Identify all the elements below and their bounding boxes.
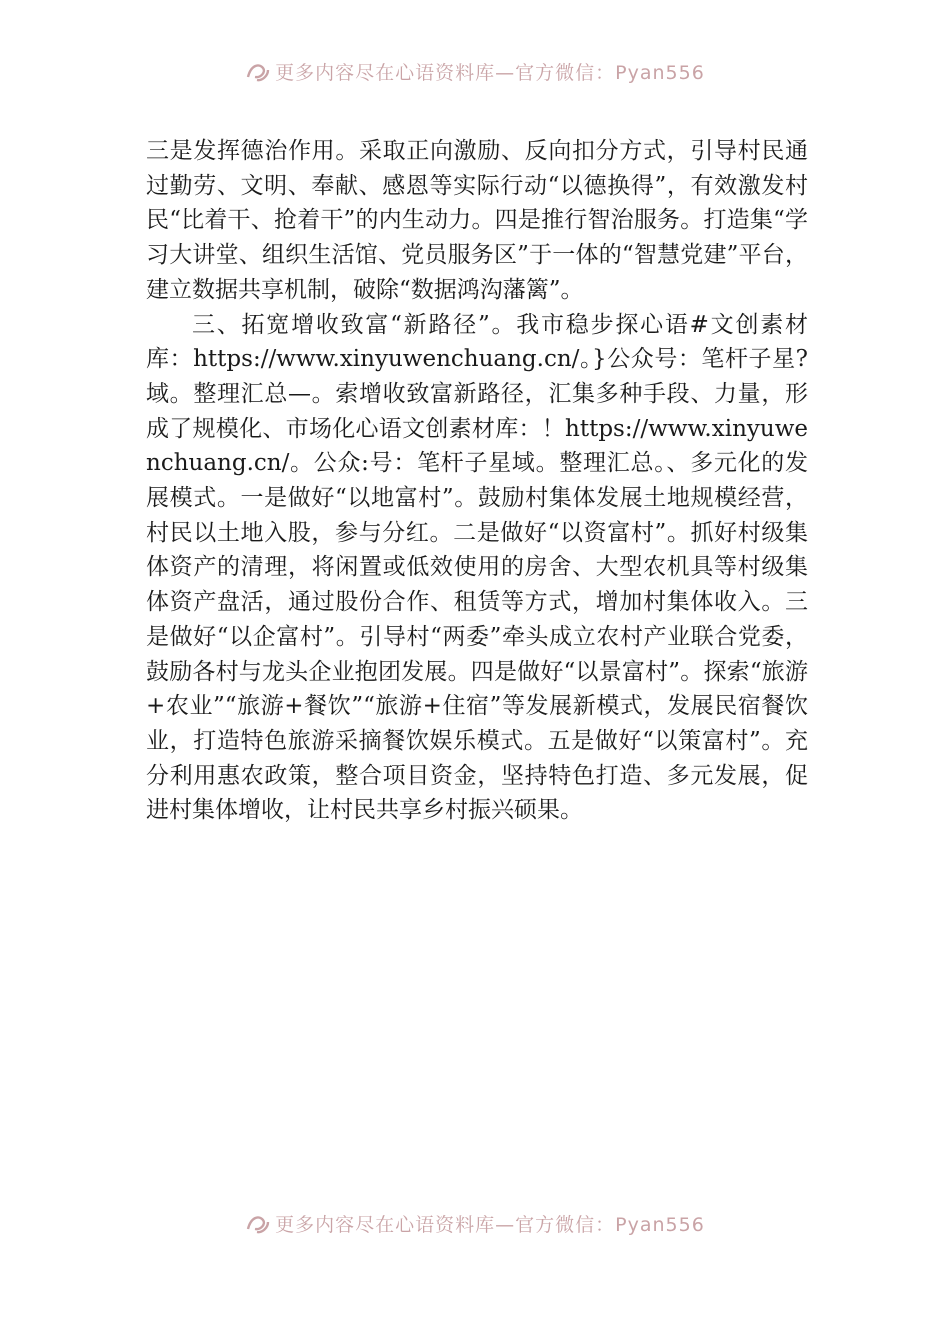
- paragraph: 三是发挥德治作用。采取正向激励、反向扣分方式，引导村民通过勤劳、文明、奉献、感恩等实际行动“以德换得”，有效激发村民“比着干、抢着干”的内生动力。四是推行智治服务。打造集“学习大讲堂、组织生活馆、党员服务区”于一体的“智慧党建”平台，建立数据共享机制，破除“数据鸿沟藩篱”。: [146, 138, 808, 303]
- header-watermark-text: 更多内容尽在心语资料库—官方微信：Pyan556: [275, 62, 705, 84]
- header-watermark: [0, 58, 950, 85]
- footer-watermark-text: 更多内容尽在心语资料库—官方微信：Pyan556: [275, 1214, 705, 1236]
- watermark-logo-icon: [245, 1213, 271, 1235]
- document-body: [146, 134, 808, 828]
- footer-watermark: [0, 1210, 950, 1237]
- paragraph: 三、拓宽增收致富“新路径”。我市稳步探心语#文创素材库：https://www.xinyuwenchuang.cn/。}公众号：笔杆子星?域。整理汇总—。索增收致富新路径，汇集多种手段、力量，形成了规模化、市场化心语文创素材库：！https://www.xinyuwenchuang.cn/。公众:号：笔杆子星域。整理汇总。、多元化的发展模式。一是做好“以地富村”。鼓励村集体发展土地规模经营，村民以土地入股，参与分红。二是做好“以资富村”。抓好村级集体资产的清理，将闲置或低效使用的房舍、大型农机具等村级集体资产盘活，通过股份合作、租赁等方式，增加村集体收入。三是做好“以企富村”。引导村“两委”牵头成立农村产业联合党委，鼓励各村与龙头企业抱团发展。四是做好“以景富村”。探索“旅游+农业”“旅游+餐饮”“旅游+住宿”等发展新模式，发展民宿餐饮业，打造特色旅游采摘餐饮娱乐模式。五是做好“以策富村”。充分利用惠农政策，整合项目资金，坚持特色打造、多元发展，促进村集体增收，让村民共享乡村振兴硕果。: [146, 311, 808, 824]
- watermark-logo-icon: [245, 61, 271, 83]
